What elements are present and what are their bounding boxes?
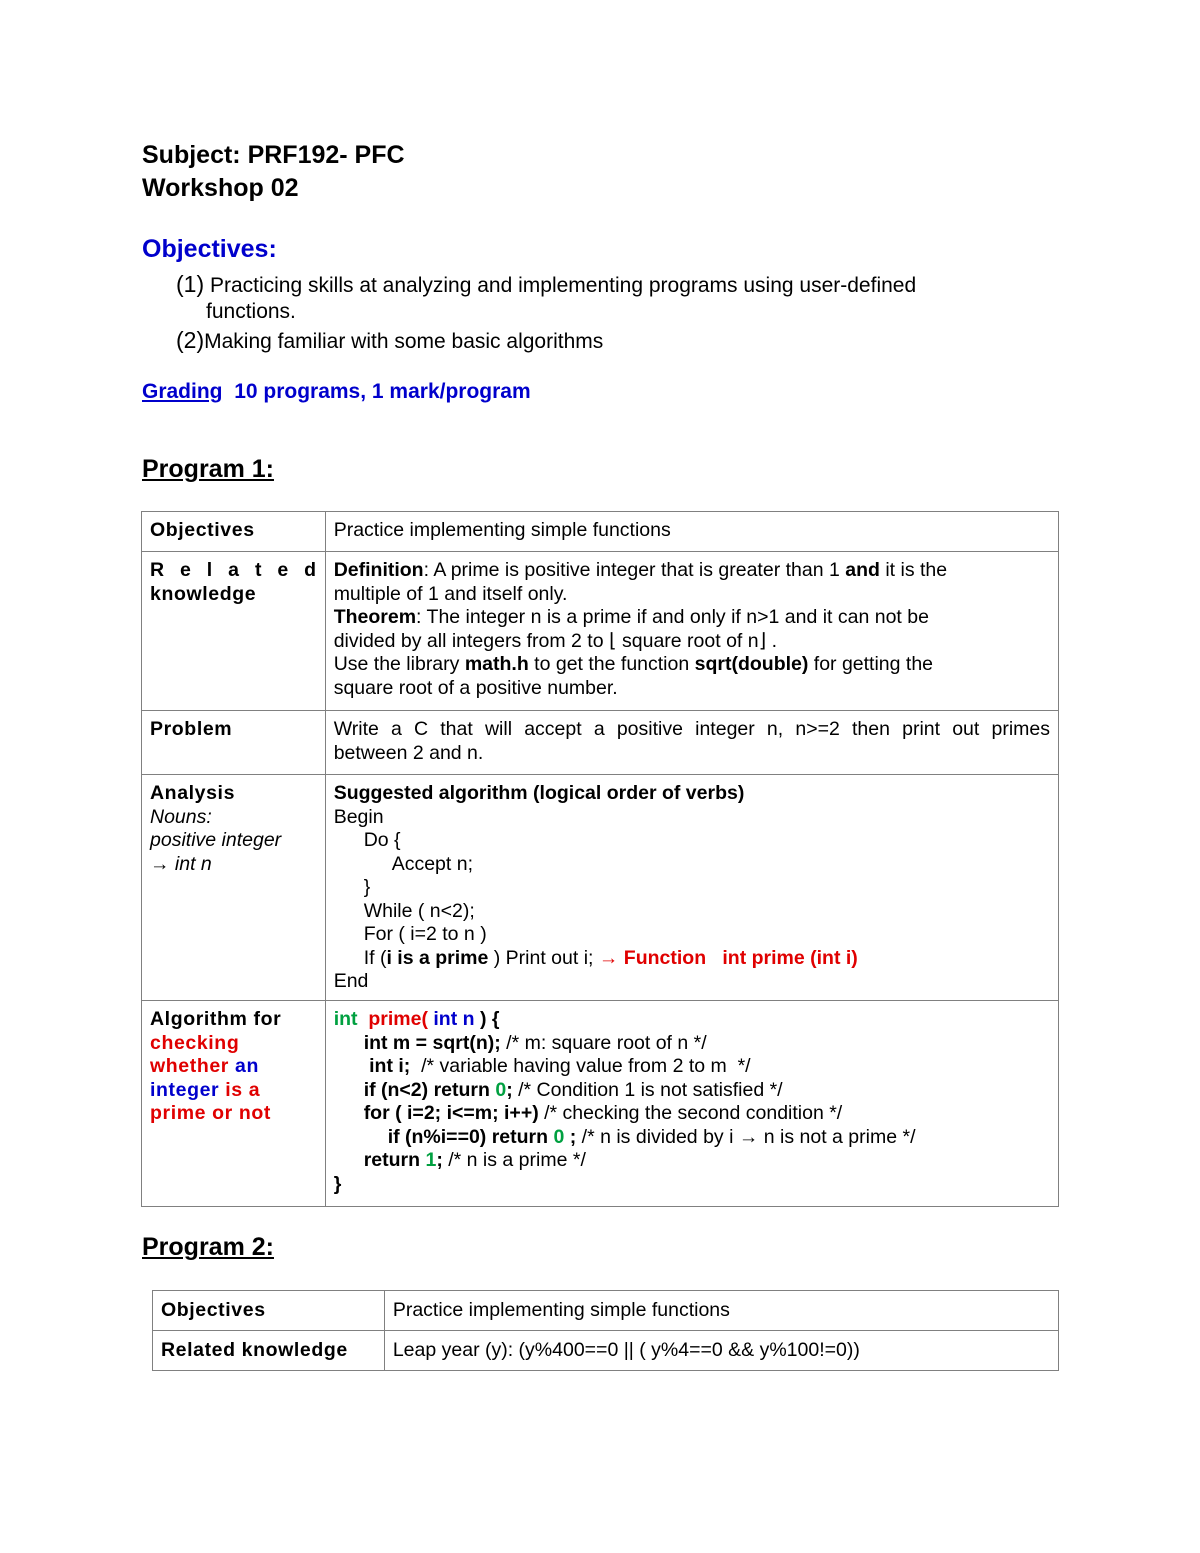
program-2-table <box>152 1290 1059 1371</box>
program-2-title: Program 2: <box>142 1233 274 1261</box>
algorithm-function-ref: → Function int prime (int i) <box>598 946 858 969</box>
checking-label-line <box>150 1079 317 1103</box>
definition-label: Definition <box>333 559 424 581</box>
workshop-heading: Workshop 02 <box>142 174 299 202</box>
library-sqrt: sqrt(double) <box>694 653 809 675</box>
code-statement: if (n%i==0) return <box>387 1125 554 1148</box>
theorem-text: : The integer n is a prime if and only if n>1 and it can not be <box>416 606 929 628</box>
analysis-nouns: Nouns: <box>150 805 212 828</box>
problem-value <box>325 711 1058 775</box>
objectives-label: Objectives <box>153 1291 385 1331</box>
checking-word: integer <box>150 1078 220 1101</box>
objectives-value: Practice implementing simple functions <box>325 512 1058 552</box>
code-statement: ; <box>564 1125 577 1148</box>
algorithm-if: If ( <box>363 946 387 969</box>
grading-text: 10 programs, 1 mark/program <box>234 380 531 403</box>
checking-label-line: checking <box>150 1031 240 1054</box>
library-text: Use the library <box>333 653 465 675</box>
letter: e <box>277 559 289 581</box>
program-1-table <box>141 511 1059 1207</box>
grading-label: Grading <box>142 380 223 403</box>
objective-text: Practicing skills at analyzing and implementing programs using user-defined <box>204 274 917 297</box>
algorithm-line: For ( i=2 to n ) <box>363 923 487 945</box>
algorithm-line: End <box>333 970 369 992</box>
code-literal: 1 <box>425 1149 437 1171</box>
code-function-name: prime( <box>368 1008 428 1030</box>
algorithm-line: Accept n; <box>391 852 473 875</box>
objective-item-2 <box>176 326 603 356</box>
analysis-int-n: → int n <box>150 852 212 875</box>
related-knowledge-label: Related knowledge <box>153 1331 385 1371</box>
letter: l <box>206 559 213 581</box>
code-line <box>334 1079 1050 1103</box>
code-line <box>334 1055 1050 1079</box>
algorithm-title: Suggested algorithm (logical order of verbs) <box>333 782 745 804</box>
table-row <box>153 1291 1059 1331</box>
related-knowledge-value: Leap year (y): (y%400==0 || ( y%4==0 && y%100!=0)) <box>384 1331 1058 1371</box>
subject-heading: Subject: PRF192- PFC <box>142 141 405 169</box>
algorithm-line: } <box>363 876 371 898</box>
code-statement: for ( i=2; i<=m; i++) <box>363 1102 539 1124</box>
objectives-title: Objectives: <box>142 235 277 263</box>
checking-word: is a <box>225 1078 261 1101</box>
checking-label <box>142 1001 326 1207</box>
letter: a <box>228 559 240 581</box>
code-comment: /* m: square root of n */ <box>500 1031 707 1054</box>
table-row <box>153 1331 1059 1371</box>
code-line <box>334 1032 1050 1056</box>
checking-label-line: Algorithm for <box>150 1008 282 1030</box>
code-statement: ; <box>506 1078 513 1101</box>
code-comment: /* checking the second condition */ <box>538 1102 843 1124</box>
problem-line-2: between 2 and n. <box>333 741 484 764</box>
objective-item-1 <box>176 270 916 300</box>
prime-function-code <box>325 1001 1058 1207</box>
related-knowledge-value <box>325 552 1058 711</box>
definition-line <box>334 559 1050 583</box>
table-row <box>142 1001 1059 1207</box>
table-row <box>142 711 1059 775</box>
algorithm-line: Do { <box>363 829 401 851</box>
library-text: to get the function <box>528 653 695 675</box>
objectives-value: Practice implementing simple functions <box>384 1291 1058 1331</box>
code-statement: if (n<2) return <box>363 1078 496 1101</box>
code-statement: int m = sqrt(n); <box>363 1031 501 1054</box>
code-literal: 0 <box>553 1125 565 1148</box>
table-row <box>142 552 1059 711</box>
objective-number: (1) <box>176 271 205 297</box>
code-text: ) { <box>474 1008 500 1030</box>
algorithm-line <box>334 947 1050 971</box>
code-param: int n <box>433 1008 475 1030</box>
letter: t <box>254 559 263 581</box>
suggested-algorithm <box>325 775 1058 1001</box>
theorem-label: Theorem <box>333 606 417 628</box>
table-row <box>142 775 1059 1001</box>
code-line <box>334 1008 1050 1032</box>
letter: R <box>150 559 165 581</box>
letter: d <box>304 559 317 581</box>
code-line <box>334 1102 1050 1126</box>
definition-line-2: multiple of 1 and itself only. <box>333 582 568 605</box>
checking-label-line: prime or not <box>150 1102 271 1124</box>
related-label-line2: knowledge <box>150 582 257 605</box>
table-row <box>142 512 1059 552</box>
definition-and: and <box>845 559 880 581</box>
code-comment: /* n is a prime */ <box>442 1149 586 1171</box>
code-keyword: int <box>333 1008 358 1030</box>
analysis-positive-integer: positive integer <box>150 829 282 851</box>
theorem-line-2: divided by all integers from 2 to ⌊ square root of n⌋ . <box>333 629 778 652</box>
library-line-2: square root of a positive number. <box>333 676 618 699</box>
related-label-spread <box>150 559 317 583</box>
algorithm-if-cond: i is a prime <box>386 946 489 969</box>
algorithm-line: While ( n<2); <box>363 899 475 922</box>
analysis-label: Analysis <box>150 782 236 804</box>
algorithm-line: Begin <box>333 805 384 828</box>
code-statement: return <box>363 1149 426 1171</box>
code-statement: int i; <box>369 1055 411 1077</box>
problem-label: Problem <box>142 711 326 775</box>
objective-text: Making familiar with some basic algorithms <box>204 330 604 353</box>
program-1-title: Program 1: <box>142 455 274 483</box>
objectives-label: Objectives <box>142 512 326 552</box>
algorithm-if-action: ) Print out i; <box>488 946 599 969</box>
code-line <box>334 1126 1050 1150</box>
code-statement: ; <box>436 1149 443 1171</box>
objective-number: (2) <box>176 327 205 353</box>
grading-line <box>142 380 531 404</box>
objective-item-1-continued: functions. <box>206 300 296 323</box>
library-line <box>334 653 1050 677</box>
code-line: } <box>333 1172 342 1195</box>
problem-line-1: Write a C that will accept a positive integer n, n>=2 then print out primes <box>333 718 1050 740</box>
checking-word: whether <box>150 1055 229 1077</box>
letter: e <box>180 559 192 581</box>
definition-text: : A prime is positive integer that is greater than 1 <box>423 559 846 581</box>
theorem-line <box>334 606 1050 630</box>
analysis-label-cell <box>142 775 326 1001</box>
library-text: for getting the <box>808 653 934 675</box>
checking-word: an <box>235 1055 259 1077</box>
library-math: math.h <box>464 653 529 675</box>
related-knowledge-label <box>142 552 326 711</box>
code-comment: /* Condition 1 is not satisfied */ <box>512 1078 783 1101</box>
code-line <box>334 1149 1050 1173</box>
code-comment: /* variable having value from 2 to m */ <box>410 1055 751 1077</box>
code-literal: 0 <box>495 1078 507 1101</box>
code-comment: /* n is divided by i → n is not a prime */ <box>576 1125 916 1148</box>
definition-text: it is the <box>879 559 948 581</box>
checking-label-line <box>150 1055 317 1079</box>
